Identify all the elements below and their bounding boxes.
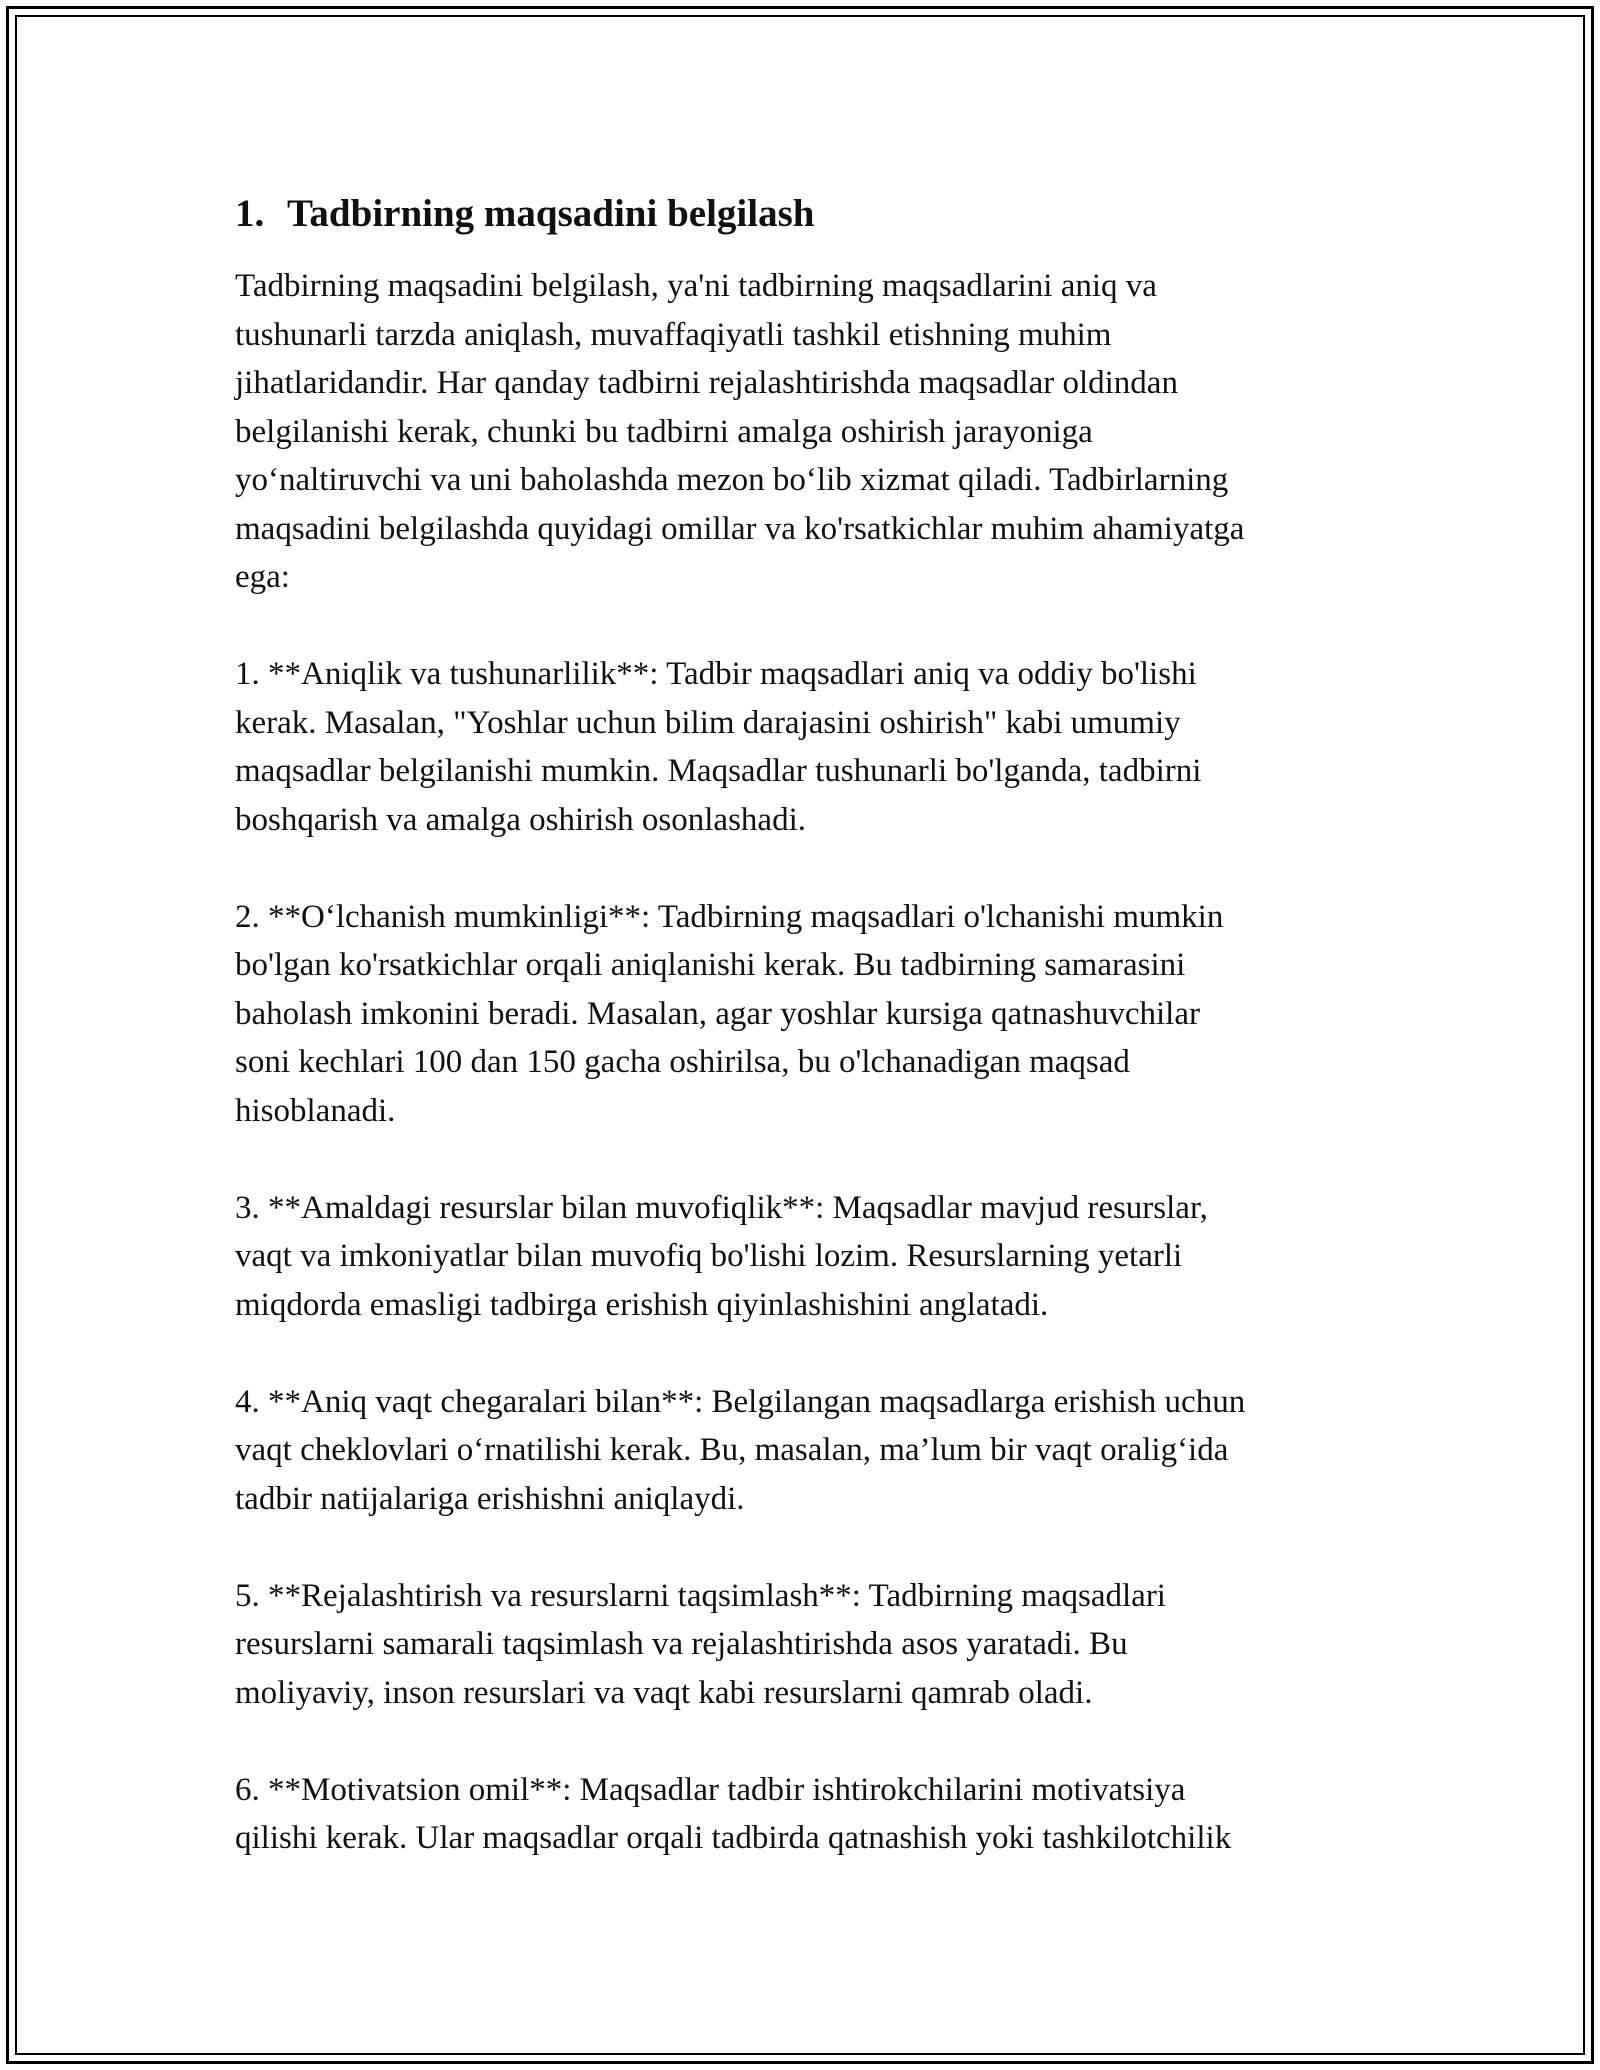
document-body xyxy=(235,186,1385,1911)
list-item-5: 5. **Rejalashtirish va resurslarni taqsimlash**: Tadbirning maqsadlari resurslarni samarali taqsimlash va rejalashtirishda asos yaratadi. Bu moliyaviy, inson resurslari va vaqt kabi resurslarni qamrab oladi. xyxy=(235,1577,1166,1711)
intro-paragraph: Tadbirning maqsadini belgilash, ya'ni tadbirning maqsadlarini aniq va tushunarli tarzda aniqlash, muvaffaqiyatli tashkil etishning muhim jihatlaridandir. Har qanday tadbirni rejalashtirishda maqsadlar oldindan belgilanishi kerak, chunki bu tadbirni amalga oshirish jarayoniga yo‘naltiruvchi va uni baholashda mezon bo‘lib xizmat qiladi. Tadbirlarning maqsadini belgilashda quyidagi omillar va ko'rsatkichlar muhim ahamiyatga ega: xyxy=(235,268,1245,595)
list-item-3: 3. **Amaldagi resurslar bilan muvofiqlik**: Maqsadlar mavjud resurslar, vaqt va imkoniyatlar bilan muvofiq bo'lishi lozim. Resurslarning yetarli miqdorda emasligi tadbirga erishish qiyinlashishini anglatadi. xyxy=(235,1189,1208,1323)
list-item-6: 6. **Motivatsion omil**: Maqsadlar tadbir ishtirokchilarini motivatsiya qilishi kerak. Ular maqsadlar orqali tadbirda qatnashish yoki tashkilotchilik xyxy=(235,1771,1232,1856)
list-item-4: 4. **Aniq vaqt chegaralari bilan**: Belgilangan maqsadlarga erishish uchun vaqt cheklovlari o‘rnatilishi kerak. Bu, masalan, ma’lum bir vaqt oralig‘ida tadbir natijalariga erishishni aniqlaydi. xyxy=(235,1383,1246,1517)
list-item-1: 1. **Aniqlik va tushunarlilik**: Tadbir maqsadlari aniq va oddiy bo'lishi kerak. Masalan, "Yoshlar uchun bilim darajasini oshirish" kabi umumiy maqsadlar belgilanishi mumkin. Maqsadlar tushunarli bo'lganda, tadbirni boshqarish va amalga oshirish osonlashadi. xyxy=(235,656,1202,838)
section-heading xyxy=(235,186,1385,242)
section-title: Tadbirning maqsadini belgilash xyxy=(287,192,815,235)
list-item-2: 2. **O‘lchanish mumkinligi**: Tadbirning maqsadlari o'lchanishi mumkin bo'lgan ko'rsatkichlar orqali aniqlanishi kerak. Bu tadbirning samarasini baholash imkonini beradi. Masalan, agar yoshlar kursiga qatnashuvchilar soni kechlari 100 dan 150 gacha oshirilsa, bu o'lchanadigan maqsad hisoblanadi. xyxy=(235,898,1224,1129)
section-number: 1. xyxy=(235,192,265,235)
